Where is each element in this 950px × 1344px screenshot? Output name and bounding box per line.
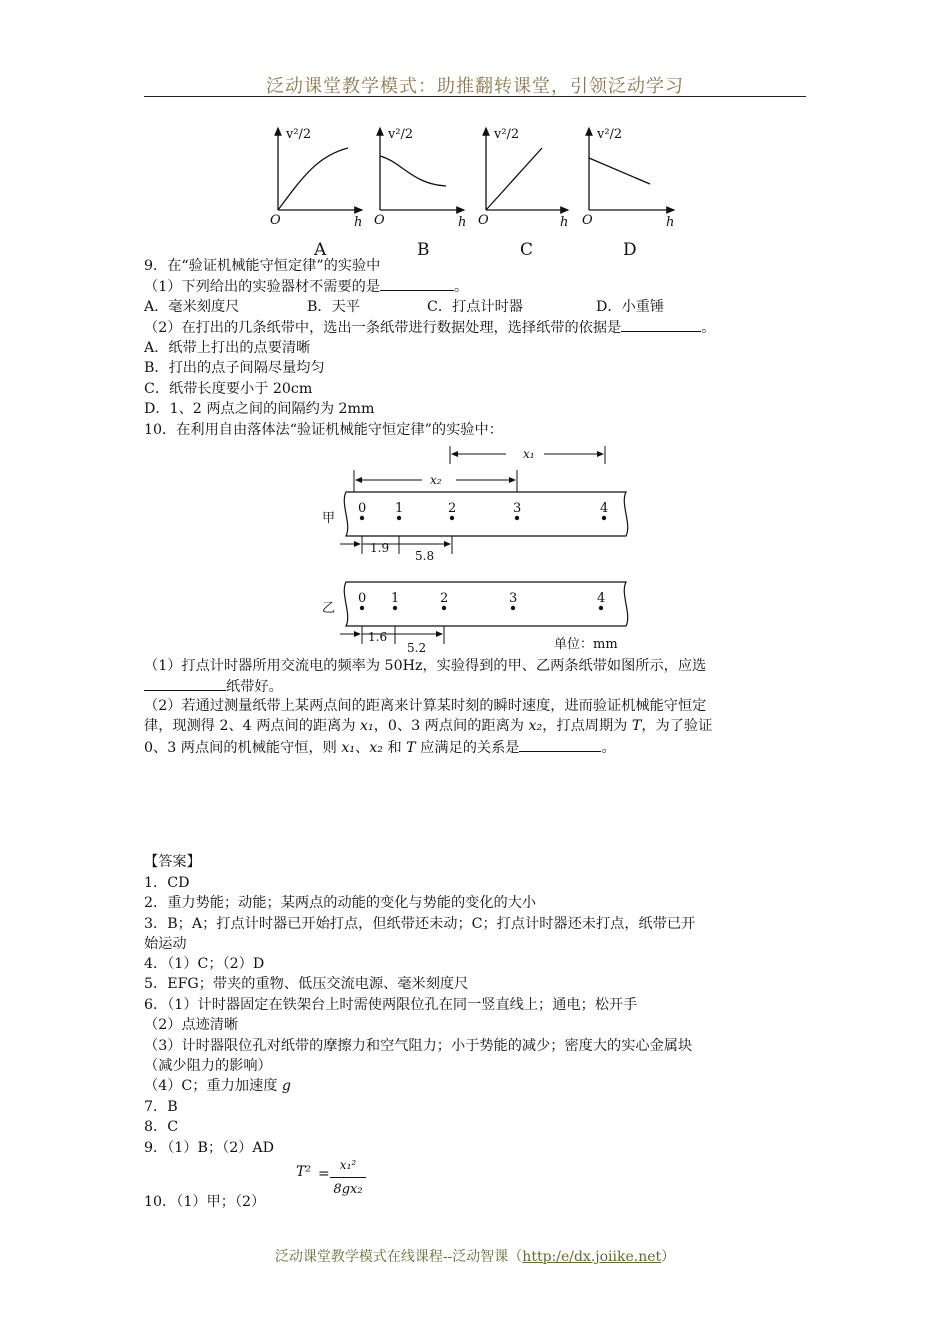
page-footer bbox=[0, 1246, 950, 1266]
tape-yi-d1: 1.6 bbox=[368, 630, 388, 644]
tape-jia-point-label: 1 bbox=[395, 501, 404, 516]
formula-numerator: x₁² bbox=[339, 1158, 357, 1172]
graph-b-origin: O bbox=[374, 213, 385, 228]
q9-part1 bbox=[144, 276, 468, 297]
q9-part2-blank bbox=[621, 317, 701, 332]
tape-jia-dot bbox=[397, 516, 401, 520]
tape-yi-point-label: 2 bbox=[440, 591, 449, 606]
text-span: ，打点周期为 bbox=[542, 718, 632, 734]
tape-jia-dot bbox=[450, 516, 454, 520]
text-span: 律，现测得 2、4 两点间的距离为 bbox=[144, 718, 361, 734]
text-span: ，为了验证 bbox=[641, 718, 713, 734]
q9-p2-opt-d: D．1、2 两点之间的间隔约为 2mm bbox=[144, 401, 375, 417]
footer-link[interactable]: http:/e/dx.joiike.net bbox=[522, 1249, 662, 1265]
tape-jia-dot bbox=[602, 516, 606, 520]
q9-p1-opt-c: C．打点计时器 bbox=[427, 299, 523, 315]
tape-jia-d2: 5.8 bbox=[415, 549, 435, 563]
answer-item: （减少阻力的影响） bbox=[144, 1058, 272, 1074]
tape-jia-dot bbox=[515, 516, 519, 520]
q9-part2-end: 。 bbox=[701, 320, 716, 336]
q10-part1-end: 纸带好。 bbox=[226, 679, 283, 695]
symbol-T: T bbox=[631, 718, 642, 734]
page-header: 泛动课堂教学模式：助推翻转课堂，引领泛动学习 bbox=[144, 72, 806, 97]
graph-options-figure bbox=[262, 118, 692, 258]
q10-part2-line3 bbox=[144, 737, 616, 758]
tape-yi-dot bbox=[393, 606, 397, 610]
tape-yi-d2: 5.2 bbox=[407, 641, 427, 655]
x1-label: x₁ bbox=[523, 447, 535, 461]
q9-part2-text: （2）在打出的几条纸带中，选出一条纸带进行数据处理，选择纸带的依据是 bbox=[144, 320, 622, 336]
footer-text: 泛动课堂教学模式在线课程--泛动智课（ bbox=[274, 1249, 523, 1265]
tape-jia-point-label: 3 bbox=[513, 501, 522, 516]
graph-a-xlabel: h bbox=[354, 215, 363, 230]
q9-p1-opt-a: A．毫米刻度尺 bbox=[144, 299, 240, 315]
graph-a-origin: O bbox=[270, 213, 281, 228]
graph-a bbox=[270, 127, 362, 258]
symbol-x1: x₁ bbox=[341, 740, 356, 756]
answer-item: 始运动 bbox=[144, 936, 187, 952]
answers-title: 【答案】 bbox=[144, 854, 201, 870]
unit-label: 单位：mm bbox=[554, 637, 618, 652]
q9-part1-end: 。 bbox=[454, 279, 469, 295]
answer-item: 2．重力势能；动能；某两点的动能的变化与势能的变化的大小 bbox=[144, 895, 537, 911]
q10-part2-blank bbox=[519, 737, 601, 752]
q9-p1-opt-d: D．小重锤 bbox=[596, 299, 665, 315]
answer-item-gravity bbox=[144, 1076, 291, 1096]
answer-item: 5．EFG；带夹的重物、低压交流电源、毫米刻度尺 bbox=[144, 976, 469, 992]
formula-lhs: T² bbox=[296, 1164, 311, 1180]
graph-c-ylabel: v²/2 bbox=[494, 127, 520, 142]
footer-end: ） bbox=[661, 1249, 676, 1265]
q9-p2-opt-b: B．打出的点子间隔尽量均匀 bbox=[144, 360, 325, 376]
graph-c-origin: O bbox=[478, 213, 489, 228]
q10-part1-line2 bbox=[144, 676, 283, 697]
answer-item: 10．（1）甲；（2） bbox=[144, 1194, 266, 1210]
graph-a-letter: A bbox=[314, 240, 327, 258]
x2-label: x₂ bbox=[430, 473, 442, 487]
text-span: （4）C；重力加速度 bbox=[144, 1078, 282, 1094]
q10-part2-line2 bbox=[144, 716, 712, 736]
graph-c-letter: C bbox=[520, 240, 534, 258]
q9-p1-opt-b: B．天平 bbox=[307, 299, 360, 315]
answer-item: 9．（1）B；（2）AD bbox=[144, 1140, 275, 1156]
tape-jia-point-label: 0 bbox=[358, 501, 367, 516]
q9-part1-text: （1）下列给出的实验器材不需要的是 bbox=[144, 279, 381, 295]
text-span: 。 bbox=[601, 740, 616, 756]
symbol-g: g bbox=[281, 1078, 291, 1094]
tape-yi bbox=[322, 582, 628, 626]
graph-d-origin: O bbox=[582, 213, 593, 228]
paper-tape-figure bbox=[318, 440, 638, 656]
answer-item: 8．C bbox=[144, 1119, 179, 1135]
tape-jia-dot bbox=[360, 516, 364, 520]
graph-c-xlabel: h bbox=[560, 215, 569, 230]
text-span: 和 bbox=[382, 740, 407, 756]
graph-b-letter: B bbox=[417, 240, 430, 258]
tape-yi-point-label: 4 bbox=[597, 591, 606, 606]
tape-yi-point-label: 3 bbox=[509, 591, 518, 606]
graph-a-ylabel: v²/2 bbox=[286, 127, 312, 142]
graph-d bbox=[582, 127, 674, 258]
q9-part1-blank bbox=[380, 276, 454, 291]
tape-jia-label: 甲 bbox=[322, 511, 336, 526]
q9-p2-opt-c: C．纸带长度要小于 20cm bbox=[144, 381, 313, 397]
formula-equals: = bbox=[318, 1166, 330, 1182]
tape-yi-point-label: 0 bbox=[358, 591, 367, 606]
answer-item: 4．（1）C；（2）D bbox=[144, 956, 265, 972]
symbol-T: T bbox=[406, 740, 416, 756]
graph-d-xlabel: h bbox=[666, 215, 675, 230]
graph-b bbox=[374, 127, 466, 258]
graph-c bbox=[478, 127, 568, 258]
q9-p2-opt-a: A．纸带上打出的点要清晰 bbox=[144, 340, 311, 356]
q10-part1-blank bbox=[144, 676, 226, 691]
tape-yi-dot bbox=[360, 606, 364, 610]
q10-stem: 10．在利用自由落体法“验证机械能守恒定律”的实验中： bbox=[144, 422, 503, 438]
answer-item: 7．B bbox=[144, 1099, 178, 1115]
graph-d-letter: D bbox=[623, 240, 637, 258]
q9-stem: 9．在“验证机械能守恒定律”的实验中 bbox=[144, 258, 381, 274]
text-span: 应满足的关系是 bbox=[415, 740, 520, 756]
symbol-x1: x₁ bbox=[360, 718, 374, 734]
tape-yi-dot bbox=[442, 606, 446, 610]
answer-item: （3）计时器限位孔对纸带的摩擦力和空气阻力；小于势能的减少；密度大的实心金属块 bbox=[144, 1038, 693, 1054]
q10-part2-line1: （2）若通过测量纸带上某两点间的距离来计算某时刻的瞬时速度，进而验证机械能守恒定 bbox=[144, 698, 707, 714]
formula-denominator: 8gx₂ bbox=[333, 1182, 363, 1197]
formula-fraction-bar bbox=[330, 1177, 366, 1178]
tape-jia-point-label: 2 bbox=[448, 501, 457, 516]
text-span: 、 bbox=[355, 740, 370, 756]
answer-item: （2）点迹清晰 bbox=[144, 1017, 239, 1033]
tape-yi-label: 乙 bbox=[322, 601, 336, 616]
answer-item: 6．（1）计时器固定在铁架台上时需使两限位孔在同一竖直线上；通电；松开手 bbox=[144, 997, 638, 1013]
tape-yi-dot bbox=[599, 606, 603, 610]
answer-item: 1．CD bbox=[144, 875, 190, 891]
graph-d-ylabel: v²/2 bbox=[597, 127, 623, 142]
graph-b-xlabel: h bbox=[458, 215, 467, 230]
tape-yi-point-label: 1 bbox=[391, 591, 400, 606]
tape-yi-dot bbox=[511, 606, 515, 610]
graph-b-ylabel: v²/2 bbox=[388, 127, 414, 142]
text-span: 0、3 两点间的机械能守恒，则 bbox=[144, 740, 342, 756]
text-span: ，0、3 两点间的距离为 bbox=[373, 718, 529, 734]
symbol-x2: x₂ bbox=[528, 718, 543, 734]
q9-part2 bbox=[144, 317, 715, 338]
tape-jia-d1: 1.9 bbox=[370, 541, 390, 555]
answer-item: 3．B；A；打点计时器已开始打点，但纸带还未动；C；打点计时器还未打点，纸带已开 bbox=[144, 916, 696, 932]
tape-jia bbox=[322, 492, 628, 536]
symbol-x2: x₂ bbox=[369, 740, 383, 756]
q10-part1-line1: （1）打点计时器所用交流电的频率为 50Hz，实验得到的甲、乙两条纸带如图所示，应选 bbox=[144, 658, 707, 674]
tape-jia-point-label: 4 bbox=[600, 501, 609, 516]
